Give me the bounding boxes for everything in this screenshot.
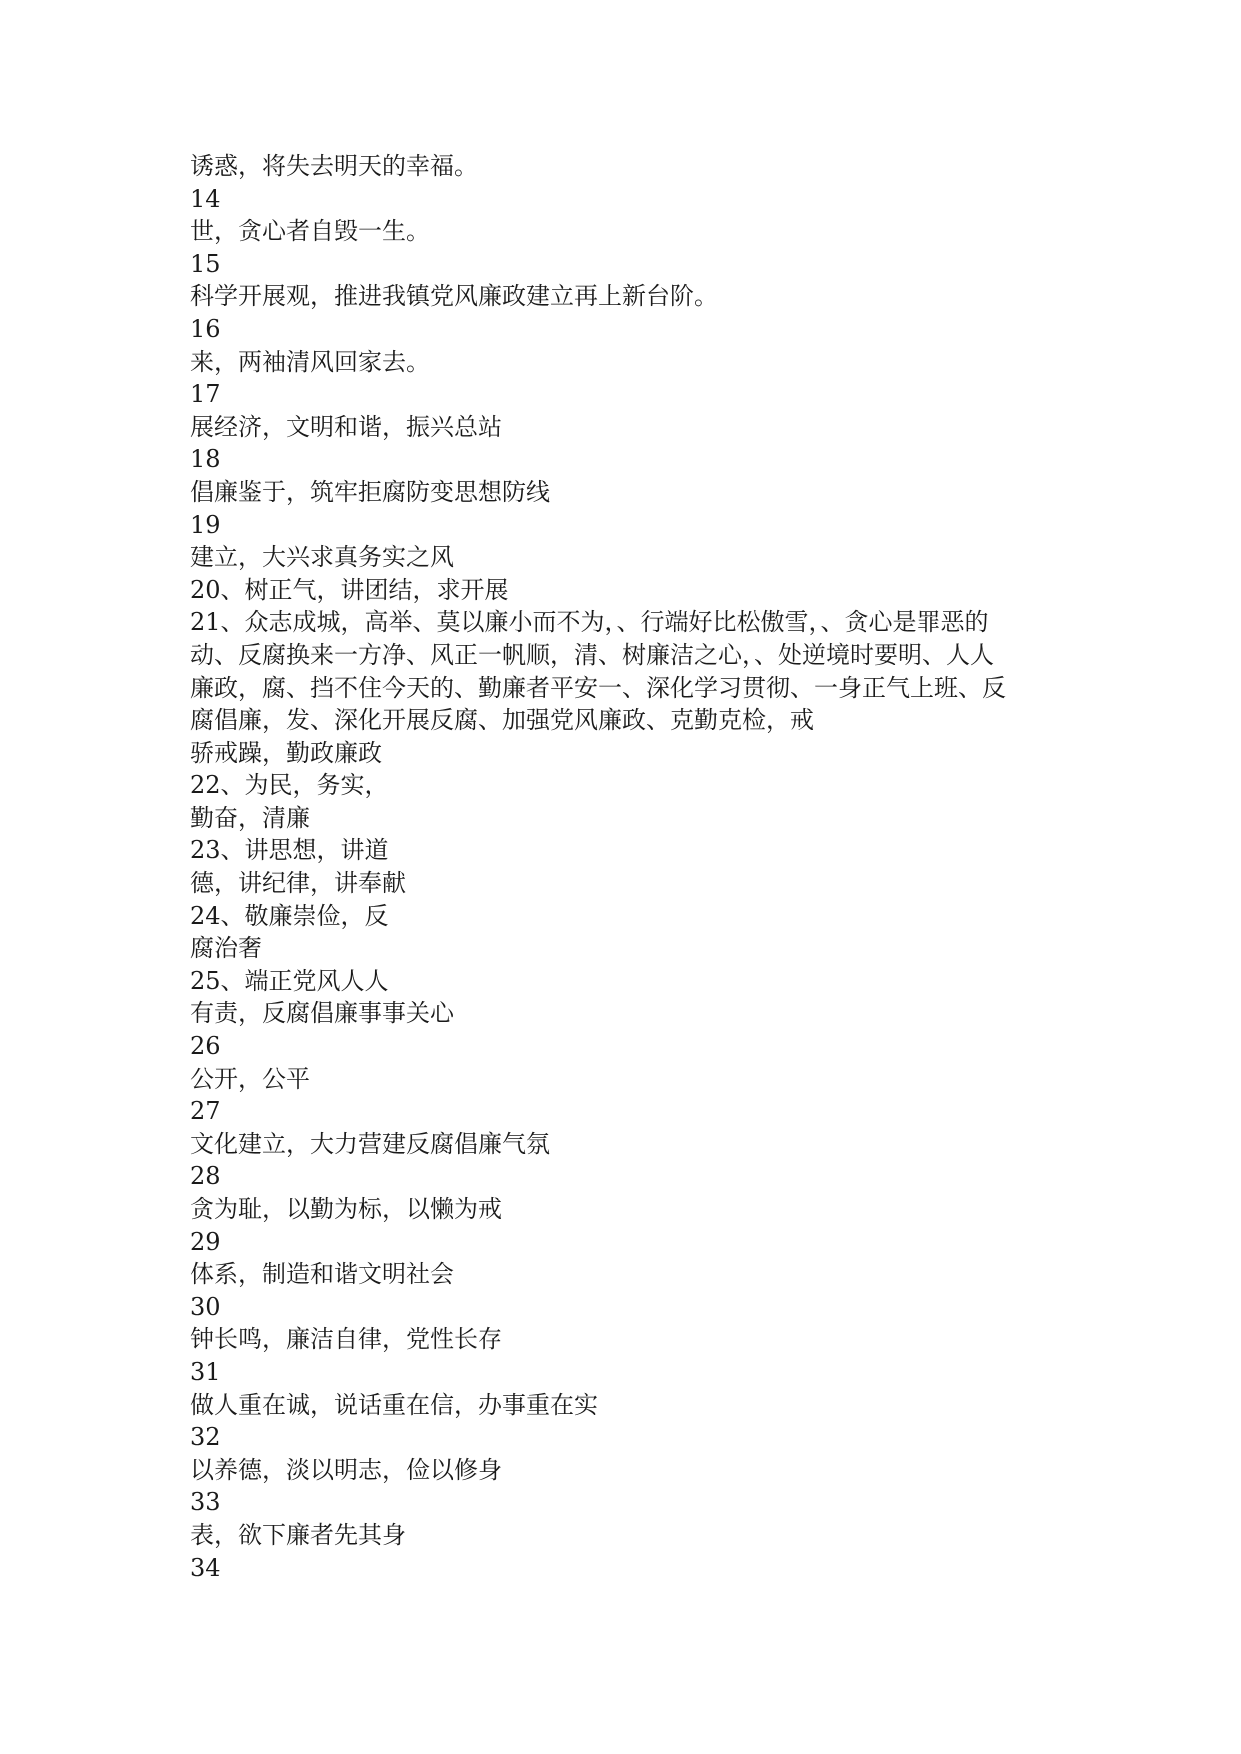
text-line: 22、为民，务实， <box>190 771 389 800</box>
text-line: 展经济，文明和谐，振兴总站 <box>190 412 502 441</box>
text-line: 24、敬廉崇俭，反 <box>190 901 389 930</box>
text-line: 23、讲思想，讲道 <box>190 836 389 865</box>
text-line: 科学开展观，推进我镇党风廉政建立再上新台阶。 <box>190 282 718 311</box>
text-line: 体系，制造和谐文明社会 <box>190 1260 454 1289</box>
text-line: 德，讲纪律，讲奉献 <box>190 869 406 898</box>
item-number: 15 <box>190 249 221 278</box>
item-number: 30 <box>190 1292 221 1321</box>
text-line: 倡廉鉴于，筑牢拒腐防变思想防线 <box>190 477 550 506</box>
text-line: 腐治奢 <box>190 934 262 963</box>
text-line: 勤奋，清廉 <box>190 803 310 832</box>
text-line: 20、树正气，讲团结，求开展 <box>190 575 509 604</box>
item-number: 16 <box>190 314 221 343</box>
text-line: 腐倡廉，发、深化开展反腐、加强党风廉政、克勤克检，戒 <box>190 706 814 735</box>
item-number: 19 <box>190 510 221 539</box>
text-line: 公开，公平 <box>190 1064 310 1093</box>
text-line: 骄戒躁，勤政廉政 <box>190 738 382 767</box>
item-number: 26 <box>190 1032 221 1061</box>
item-number: 33 <box>190 1488 221 1517</box>
text-line: 来，两袖清风回家去。 <box>190 347 430 376</box>
text-line: 文化建立，大力营建反腐倡廉气氛 <box>190 1129 550 1158</box>
text-line: 25、端正党风人人 <box>190 966 389 995</box>
item-number: 32 <box>190 1423 221 1452</box>
item-number: 17 <box>190 380 221 409</box>
text-line: 做人重在诚，说话重在信，办事重在实 <box>190 1390 598 1419</box>
text-line: 钟长鸣，廉洁自律，党性长存 <box>190 1325 502 1354</box>
item-number: 28 <box>190 1162 221 1191</box>
text-line: 贪为耻，以勤为标，以懒为戒 <box>190 1195 502 1223</box>
item-number: 18 <box>190 445 221 474</box>
item-number: 27 <box>190 1097 221 1126</box>
text-line: 廉政，腐、挡不住今天的、勤廉者平安一、深化学习贯彻、一身正气上班、反 <box>190 673 1006 702</box>
text-line: 表，欲下廉者先其身 <box>190 1520 406 1549</box>
text-line: 诱惑，将失去明天的幸福。 <box>190 152 478 180</box>
text-line: 世，贪心者自毁一生。 <box>190 217 430 246</box>
text-line: 以养德，淡以明志，俭以修身 <box>190 1455 502 1484</box>
text-line: 动、反腐换来一方净、风正一帆顺，清、树廉洁之心，、处逆境时要明、人人 <box>190 640 994 669</box>
item-number: 14 <box>190 184 221 213</box>
text-line: 有责，反腐倡廉事事关心 <box>190 999 454 1028</box>
item-number: 29 <box>190 1227 221 1256</box>
document-body <box>190 150 1070 1584</box>
item-number: 31 <box>190 1357 221 1386</box>
text-line: 建立，大兴求真务实之风 <box>190 543 454 572</box>
text-line: 21、众志成城，高举、莫以廉小而不为，、行端好比松傲雪，、贪心是罪恶的 <box>190 608 989 637</box>
item-number: 34 <box>190 1553 221 1582</box>
